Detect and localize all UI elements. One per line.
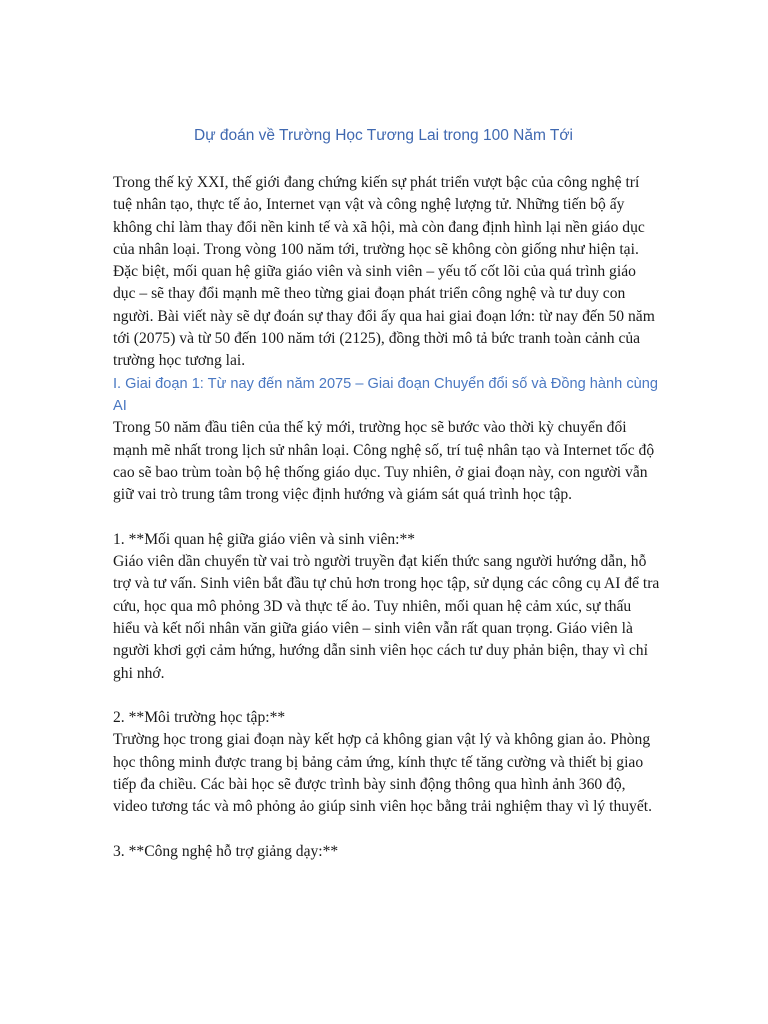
document-title: Dự đoán về Trường Học Tương Lai trong 100 Năm Tới <box>194 127 573 144</box>
item-3-heading: 3. **Công nghệ hỗ trợ giảng dạy:** <box>113 842 339 860</box>
paragraph-gap <box>113 506 661 528</box>
item-1-heading: 1. **Mối quan hệ giữa giáo viên và sinh viên:** <box>113 530 416 548</box>
section-1-paragraph: Trong 50 năm đầu tiên của thế kỷ mới, trường học sẽ bước vào thời kỳ chuyển đổi mạnh mẽ nhất trong lịch sử nhân loại. Công nghệ số, trí tuệ nhân tạo và Internet tốc độ cao sẽ bao trùm toàn bộ hệ thống giáo dục. Tuy nhiên, ở giai đoạn này, con người vẫn giữ vai trò trung tâm trong việc định hướng và giám sát quá trình học tập. <box>113 419 655 504</box>
document-body <box>113 172 661 863</box>
item-2-text: Trường học trong giai đoạn này kết hợp cả không gian vật lý và không gian ảo. Phòng học thông minh được trang bị bảng cảm ứng, kính thực tế tăng cường và thiết bị giao tiếp đa chiều. Các bài học sẽ được trình bày sinh động thông qua hình ảnh 360 độ, video tương tác và mô phỏng ảo giúp sinh viên học bằng trải nghiệm thay vì lý thuyết. <box>113 731 652 816</box>
item-2-heading: 2. **Môi trường học tập:** <box>113 709 286 727</box>
paragraph-gap <box>113 819 661 841</box>
section-1-heading: I. Giai đoạn 1: Từ nay đến năm 2075 – Giai đoạn Chuyển đổi số và Đồng hành cùng AI <box>113 375 658 414</box>
paragraph-gap <box>113 685 661 707</box>
item-1-text: Giáo viên dần chuyển từ vai trò người truyền đạt kiến thức sang người hướng dẫn, hỗ trợ và tư vấn. Sinh viên bắt đầu tự chủ hơn trong học tập, sử dụng các công cụ AI để tra cứu, học qua mô phỏng 3D và thực tế ảo. Tuy nhiên, mối quan hệ cảm xúc, sự thấu hiểu và kết nối nhân văn giữa giáo viên – sinh viên vẫn rất quan trọng. Giáo viên là người khơi gợi cảm hứng, hướng dẫn sinh viên học cách tư duy phản biện, thay vì chỉ ghi nhớ. <box>113 553 660 682</box>
intro-paragraph: Trong thế kỷ XXI, thế giới đang chứng kiến sự phát triển vượt bậc của công nghệ trí tuệ nhân tạo, thực tế ảo, Internet vạn vật và công nghệ lượng tử. Những tiến bộ ấy không chỉ làm thay đổi nền kinh tế và xã hội, mà còn đang định hình lại nền giáo dục của nhân loại. Trong vòng 100 năm tới, trường học sẽ không còn giống như hiện tại. Đặc biệt, mối quan hệ giữa giáo viên và sinh viên – yếu tố cốt lõi của quá trình giáo dục – sẽ thay đổi mạnh mẽ theo từng giai đoạn phát triển công nghệ và tư duy con người. Bài viết này sẽ dự đoán sự thay đổi ấy qua hai giai đoạn lớn: từ nay đến 50 năm tới (2075) và từ 50 đến 100 năm tới (2125), đồng thời mô tả bức tranh toàn cảnh của trường học tương lai. <box>113 174 655 370</box>
